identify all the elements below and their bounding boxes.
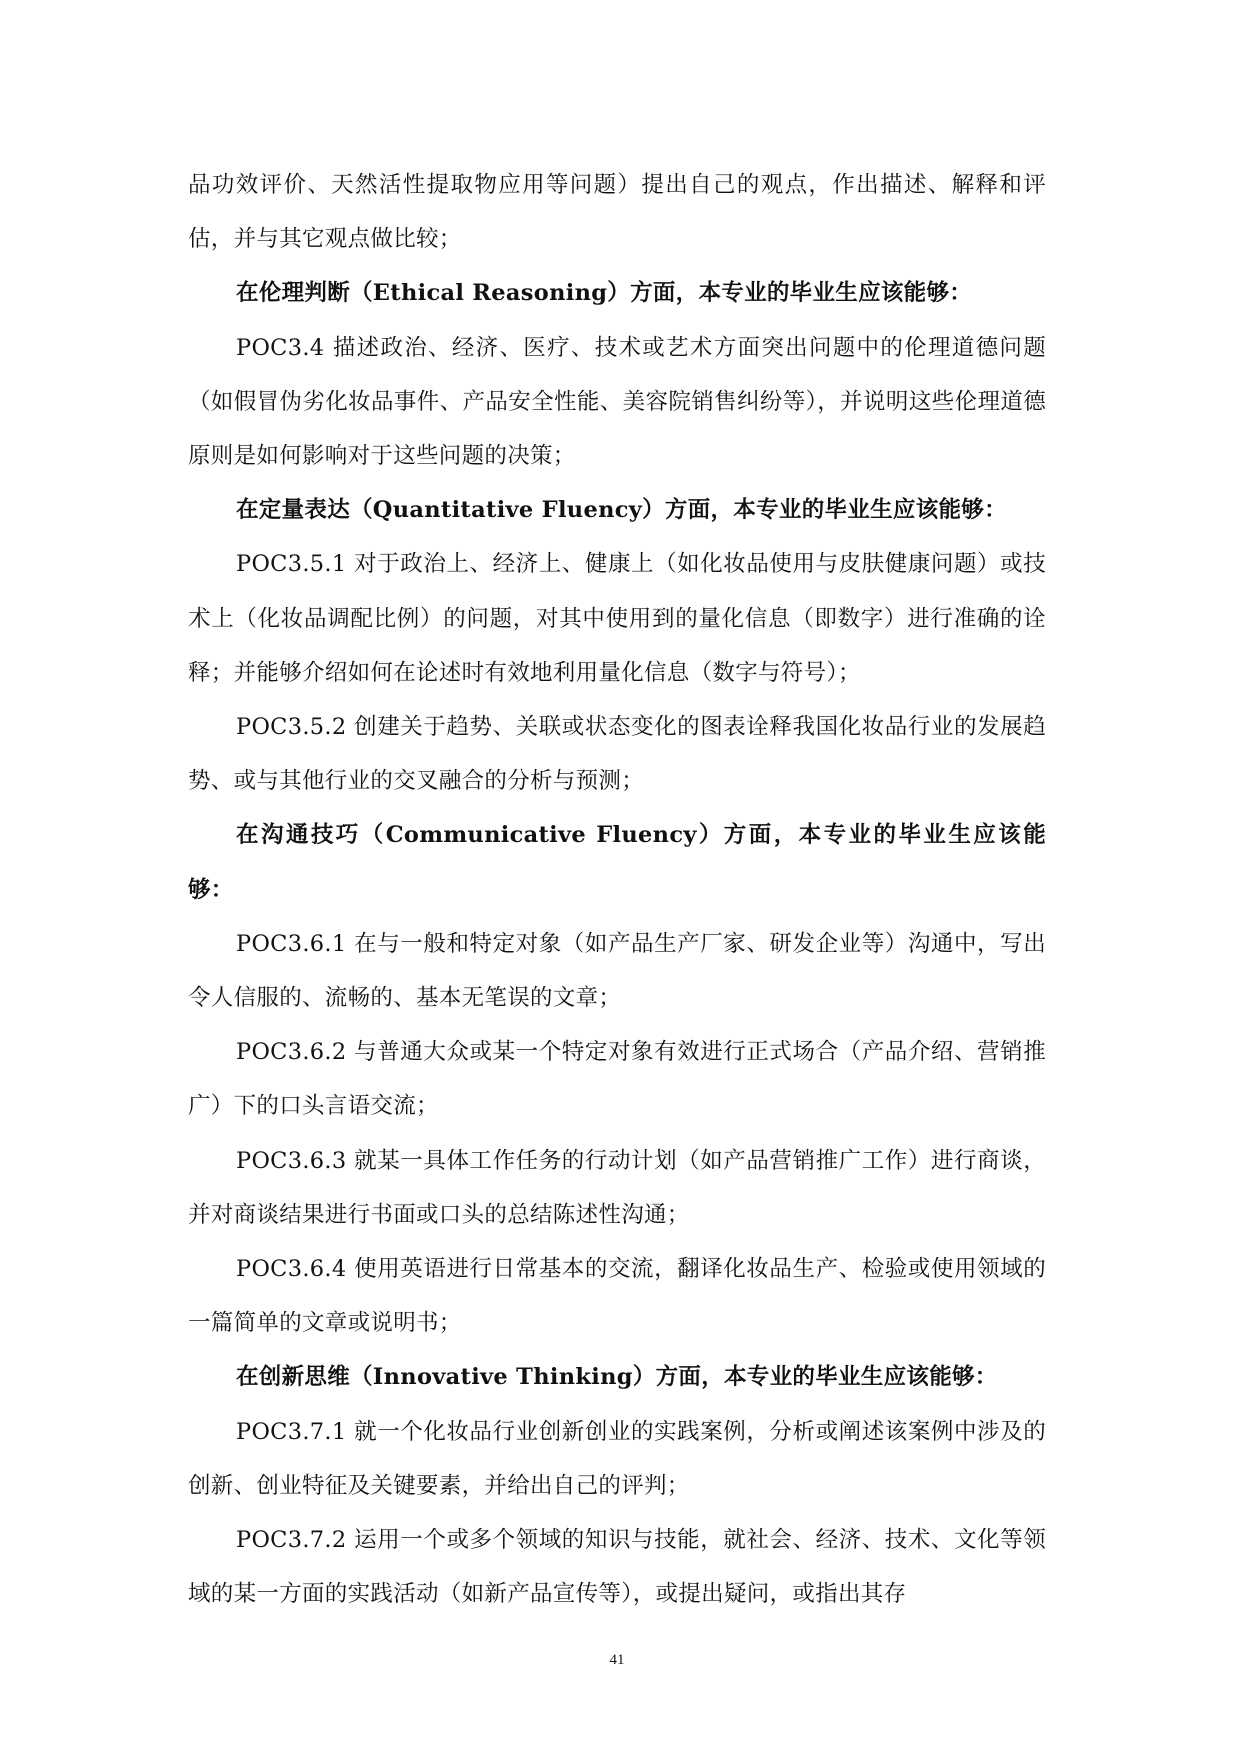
outcome-poc3-5-2: POC3.5.2 创建关于趋势、关联或状态变化的图表诠释我国化妆品行业的发展趋势、或与其他行业的交叉融合的分析与预测； (188, 714, 1046, 795)
outcome-poc3-6-2: POC3.6.2 与普通大众或某一个特定对象有效进行正式场合（产品介绍、营销推广）下的口头言语交流； (188, 1039, 1046, 1120)
section-heading-ethical-reasoning: 在伦理判断（Ethical Reasoning）方面，本专业的毕业生应该能够： (236, 280, 973, 307)
page-number: 41 (609, 1652, 625, 1668)
outcome-poc3-6-1: POC3.6.1 在与一般和特定对象（如产品生产厂家、研发企业等）沟通中，写出令人信服的、流畅的、基本无笔误的文章； (188, 930, 1046, 1012)
outcome-poc3-5-1: POC3.5.1 对于政治上、经济上、健康上（如化妆品使用与皮肤健康问题）或技术上（化妆品调配比例）的问题，对其中使用到的量化信息（即数字）进行准确的诠释；并能够介绍如何在论述时有效地利用量化信息（数字与符号）； (188, 551, 1046, 686)
outcome-poc3-6-4: POC3.6.4 使用英语进行日常基本的交流，翻译化妆品生产、检验或使用领域的一篇简单的文章或说明书； (188, 1256, 1046, 1337)
section-heading-quantitative-fluency: 在定量表达（Quantitative Fluency）方面，本专业的毕业生应该能够： (236, 497, 1007, 524)
outcome-poc3-7-1: POC3.7.1 就一个化妆品行业创新创业的实践案例，分析或阐述该案例中涉及的创新、创业特征及关键要素，并给出自己的评判； (188, 1418, 1046, 1499)
outcome-poc3-4: POC3.4 描述政治、经济、医疗、技术或艺术方面突出问题中的伦理道德问题（如假冒伪劣化妆品事件、产品安全性能、美容院销售纠纷等），并说明这些伦理道德原则是如何影响对于这些问题的决策； (188, 334, 1046, 470)
section-heading-communicative-fluency: 在沟通技巧（Communicative Fluency）方面，本专业的毕业生应该能够： (188, 822, 1046, 903)
outcome-poc3-6-3: POC3.6.3 就某一具体工作任务的行动计划（如产品营销推广工作）进行商谈，并对商谈结果进行书面或口头的总结陈述性沟通； (188, 1147, 1046, 1228)
outcome-poc3-7-2: POC3.7.2 运用一个或多个领域的知识与技能，就社会、经济、技术、文化等领域的某一方面的实践活动（如新产品宣传等），或提出疑问，或指出其存 (188, 1527, 1046, 1608)
section-heading-innovative-thinking: 在创新思维（Innovative Thinking）方面，本专业的毕业生应该能够： (236, 1364, 998, 1391)
paragraph-continuation: 品功效评价、天然活性提取物应用等问题）提出自己的观点，作出描述、解释和评估，并与其它观点做比较； (188, 172, 1046, 253)
document-body (188, 158, 1046, 1621)
